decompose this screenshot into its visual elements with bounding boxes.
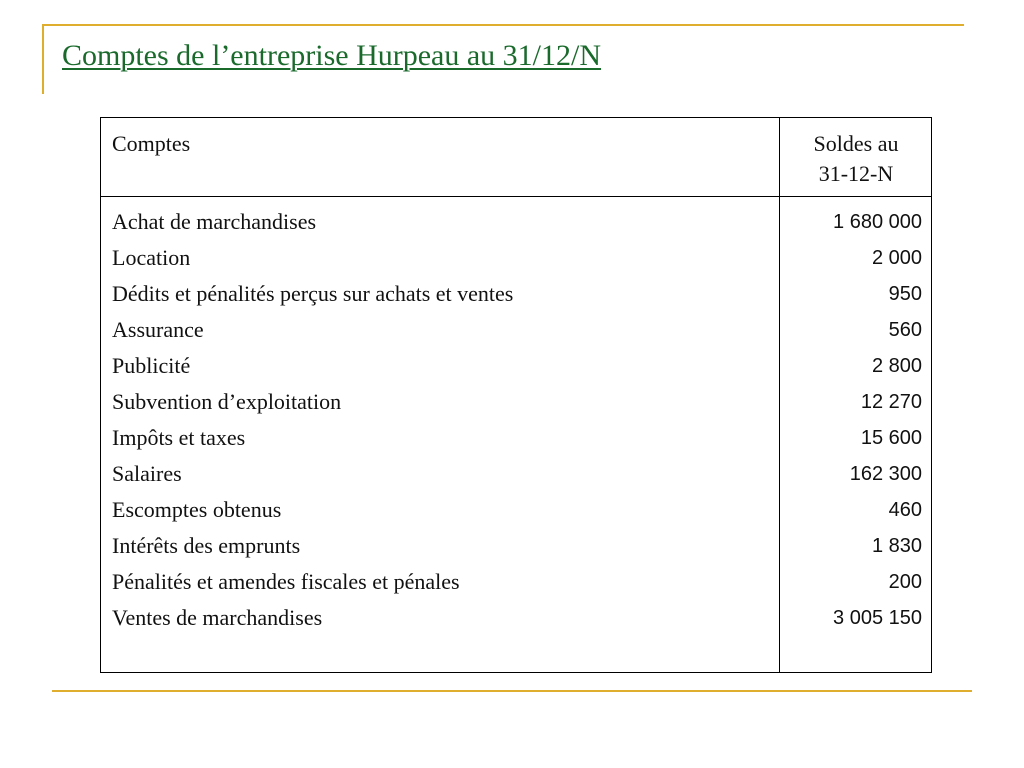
slide-title: Comptes de l’entreprise Hurpeau au 31/12/N [62, 39, 602, 72]
header-soldes [780, 129, 932, 189]
account-balance: 3 005 150 [833, 607, 922, 629]
account-balance: 12 270 [860, 391, 922, 413]
account-balance: 15 600 [860, 427, 922, 449]
account-balance: 162 300 [849, 463, 922, 485]
account-balance: 200 [888, 571, 922, 593]
slide-frame-left-rule [42, 24, 44, 94]
account-name: Publicité [112, 353, 191, 378]
header-soldes-line2: 31-12-N [818, 161, 894, 186]
account-names-column [112, 204, 513, 636]
slide-frame-top-rule [42, 24, 964, 26]
account-name: Location [112, 245, 191, 270]
header-divider [101, 196, 931, 197]
slide-frame-bottom-rule [52, 690, 972, 692]
account-balance: 2 000 [871, 247, 922, 269]
account-name: Intérêts des emprunts [112, 533, 301, 558]
account-name: Subvention d’exploitation [112, 389, 342, 414]
account-name: Pénalités et amendes fiscales et pénales [112, 569, 460, 594]
account-balance: 1 830 [871, 535, 922, 557]
header-soldes-line1: Soldes au [813, 131, 899, 156]
account-name: Salaires [112, 461, 182, 486]
account-name: Escomptes obtenus [112, 497, 282, 522]
account-name: Assurance [112, 317, 204, 342]
account-balance: 460 [888, 499, 922, 521]
account-balance: 950 [888, 283, 922, 305]
account-balance: 1 680 000 [833, 211, 922, 233]
account-balance: 560 [888, 319, 922, 341]
account-name: Ventes de marchandises [112, 605, 323, 630]
account-name: Dédits et pénalités perçus sur achats et ventes [112, 281, 514, 306]
account-balance: 2 800 [871, 355, 922, 377]
accounts-table [100, 117, 932, 673]
account-name: Impôts et taxes [112, 425, 246, 450]
account-name: Achat de marchandises [112, 209, 317, 234]
header-comptes: Comptes [112, 131, 191, 156]
account-balances-column [780, 204, 922, 636]
